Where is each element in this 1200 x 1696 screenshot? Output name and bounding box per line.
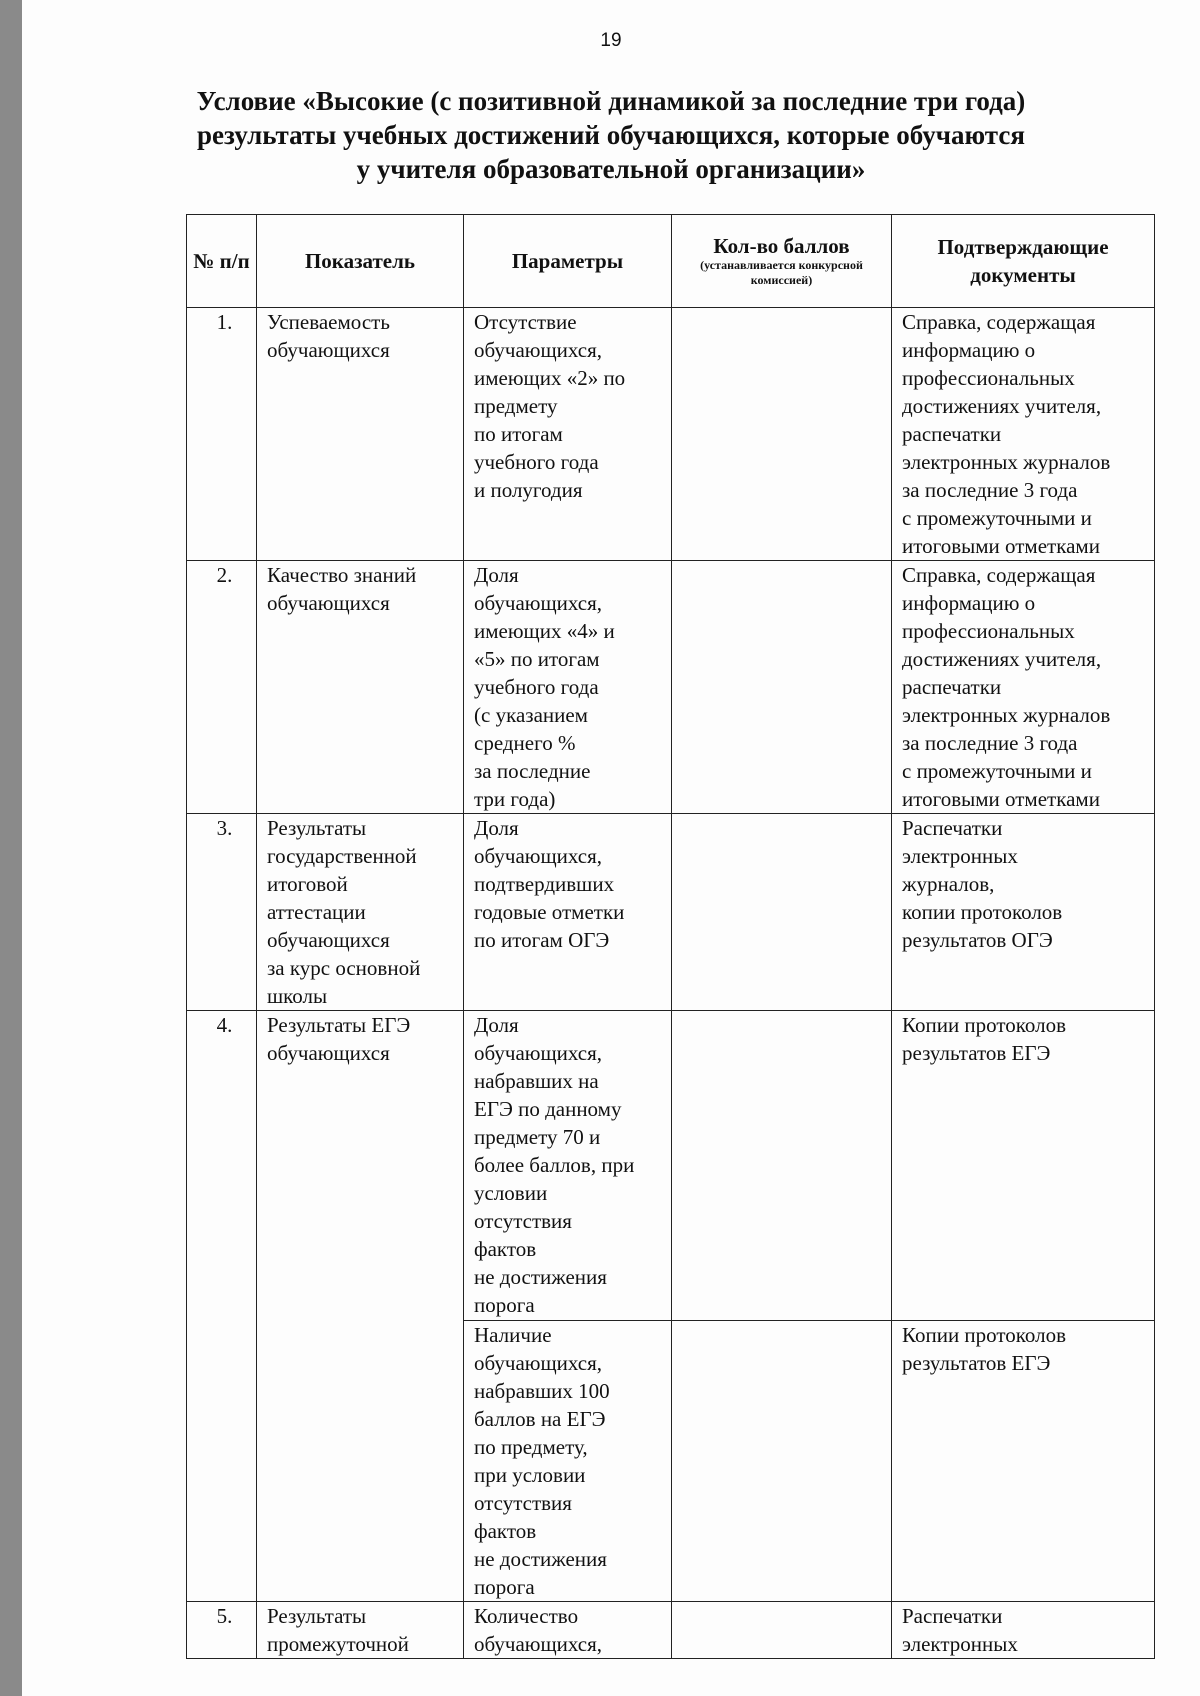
row-parameters: Доля обучающихся, имеющих «4» и «5» по итогам учебного года (с указанием среднего % за последние три года): [464, 561, 672, 814]
row-parameters: Наличие обучающихся, набравших 100 баллов на ЕГЭ по предмету, при условии отсутствия фактов не достижения порога: [464, 1321, 672, 1602]
header-score: [672, 215, 892, 308]
page-number: 19: [600, 30, 622, 51]
row-parameters: Отсутствие обучающихся, имеющих «2» по предмету по итогам учебного года и полугодия: [464, 308, 672, 561]
title-line: у учителя образовательной организации»: [356, 154, 866, 184]
document-page: [22, 0, 1200, 1696]
row-number: 1.: [187, 308, 257, 561]
row-documents: Распечатки электронных: [892, 1602, 1155, 1659]
header-parameters: Параметры: [464, 215, 672, 308]
row-number: 3.: [187, 814, 257, 1011]
row-documents: Справка, содержащая информацию о профессиональных достижениях учителя, распечатки электронных журналов за последние 3 года с промежуточными и итоговыми отметками: [892, 308, 1155, 561]
header-number: № п/п: [187, 215, 257, 308]
row-parameters: Количество обучающихся,: [464, 1602, 672, 1659]
row-documents: Копии протоколов результатов ЕГЭ: [892, 1011, 1155, 1321]
row-number: 5.: [187, 1602, 257, 1659]
row-score: [672, 561, 892, 814]
header-indicator: Показатель: [257, 215, 464, 308]
criteria-table: [186, 214, 1155, 1659]
header-documents: Подтверждающие документы: [892, 215, 1155, 308]
row-score: [672, 814, 892, 1011]
table-row: [187, 1602, 1155, 1659]
document-title: [22, 84, 1200, 186]
title-line: Условие «Высокие (с позитивной динамикой за последние три года): [196, 86, 1026, 116]
row-indicator: Результаты промежуточной: [257, 1602, 464, 1659]
row-documents: Копии протоколов результатов ЕГЭ: [892, 1321, 1155, 1602]
row-number: 2.: [187, 561, 257, 814]
row-indicator: Качество знаний обучающихся: [257, 561, 464, 814]
header-score-label: Кол-во баллов: [713, 234, 850, 258]
table-row: [187, 308, 1155, 561]
table-row: [187, 561, 1155, 814]
header-score-note: (устанавливается конкурсной комиссией): [700, 258, 863, 287]
row-score: [672, 1011, 892, 1321]
table-row: [187, 814, 1155, 1011]
row-parameters: Доля обучающихся, подтвердивших годовые отметки по итогам ОГЭ: [464, 814, 672, 1011]
row-indicator: Успеваемость обучающихся: [257, 308, 464, 561]
title-line: результаты учебных достижений обучающихся, которые обучаются: [197, 120, 1025, 150]
row-documents: Распечатки электронных журналов, копии протоколов результатов ОГЭ: [892, 814, 1155, 1011]
row-score: [672, 1602, 892, 1659]
row-parameters: Доля обучающихся, набравших на ЕГЭ по данному предмету 70 и более баллов, при условии отсутствия фактов не достижения порога: [464, 1011, 672, 1321]
row-indicator: Результаты ЕГЭ обучающихся: [257, 1011, 464, 1602]
row-documents: Справка, содержащая информацию о профессиональных достижениях учителя, распечатки электронных журналов за последние 3 года с промежуточными и итоговыми отметками: [892, 561, 1155, 814]
row-indicator: Результаты государственной итоговой аттестации обучающихся за курс основной школы: [257, 814, 464, 1011]
row-score: [672, 308, 892, 561]
table-row: [187, 1011, 1155, 1321]
row-score: [672, 1321, 892, 1602]
table-header-row: [187, 215, 1155, 308]
row-number: 4.: [187, 1011, 257, 1602]
